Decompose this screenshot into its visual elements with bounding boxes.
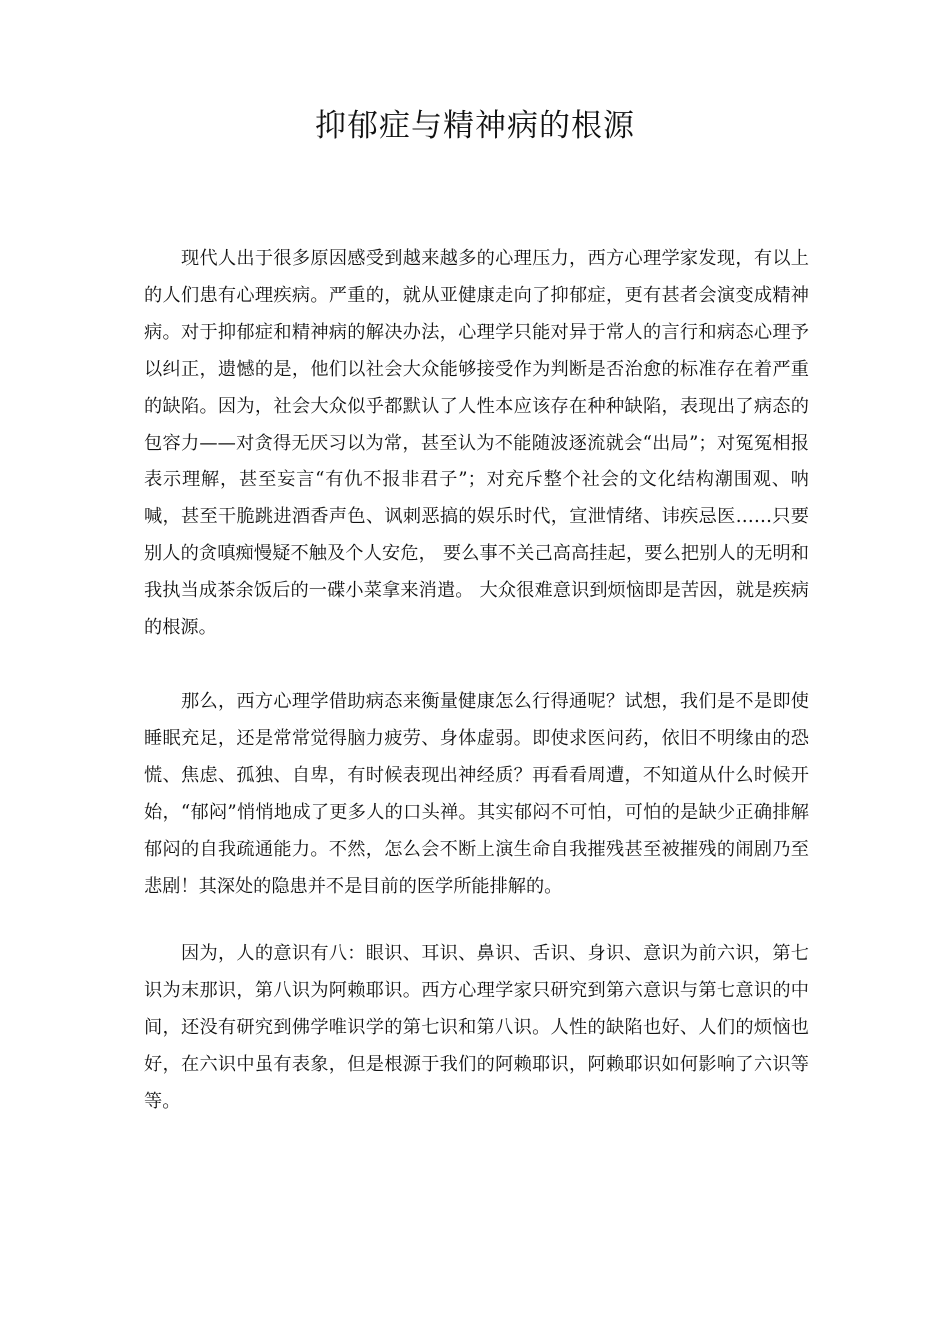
paragraph-3: 因为，人的意识有八：眼识、耳识、鼻识、舌识、身识、意识为前六识，第七识为末那识，第八识为阿赖耶识。西方心理学家只研究到第六意识与第七意识的中间，还没有研究到佛学唯识学的第七识和第八识。人性的缺陷也好、人们的烦恼也好，在六识中虽有表象，但是根源于我们的阿赖耶识，阿赖耶识如何影响了六识等等。 xyxy=(144,943,809,1112)
paragraph-2: 那么，西方心理学借助病态来衡量健康怎么行得通呢？试想，我们是不是即使睡眠充足，还是常常觉得脑力疲劳、身体虚弱。即使求医问药，依旧不明缘由的恐慌、焦虑、孤独、自卑，有时候表现出神经质？再看看周遭，不知道从什么时候开始，“郁闷”悄悄地成了更多人的口头禅。其实郁闷不可怕，可怕的是缺少正确排解郁闷的自我疏通能力。不然，怎么会不断上演生命自我摧残甚至被摧残的闹剧乃至悲剧！其深处的隐患并不是目前的医学所能排解的。 xyxy=(144,691,809,897)
document-title: 抑郁症与精神病的根源 xyxy=(315,108,635,144)
paragraph-1: 现代人出于很多原因感受到越来越多的心理压力，西方心理学家发现，有以上的人们患有心理疾病。严重的，就从亚健康走向了抑郁症，更有甚者会演变成精神病。对于抑郁症和精神病的解决办法，心理学只能对异于常人的言行和病态心理予以纠正，遗憾的是，他们以社会大众能够接受作为判断是否治愈的标准存在着严重的缺陷。因为，社会大众似乎都默认了人性本应该存在种种缺陷，表现出了病态的包容力——对贪得无厌习以为常，甚至认为不能随波逐流就会“出局”；对冤冤相报表示理解，甚至妄言“有仇不报非君子”；对充斥整个社会的文化结构潮围观、呐喊，甚至干脆跳进酒香声色、讽刺恶搞的娱乐时代，宣泄情绪、讳疾忌医……只要别人的贪嗔痴慢疑不触及个人安危， 要么事不关己高高挂起，要么把别人的无明和我执当成茶余饭后的一碟小菜拿来消遣。 大众很难意识到烦恼即是苦因，就是疾病的根源。 xyxy=(144,248,809,639)
